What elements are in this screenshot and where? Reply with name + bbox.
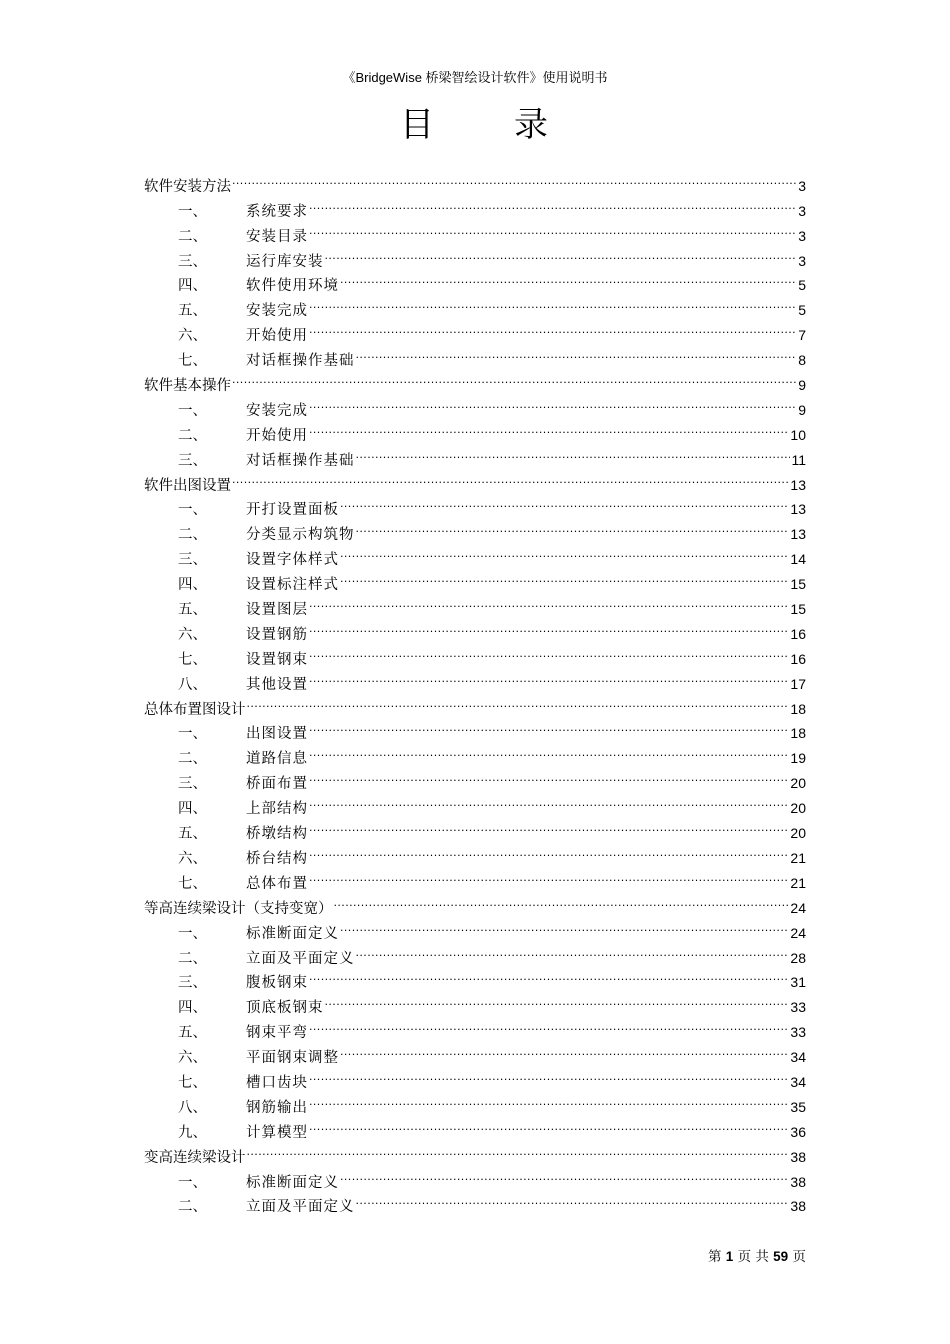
- toc-entry-page-number: 5: [798, 277, 806, 294]
- toc-entry-page-number: 13: [790, 476, 806, 493]
- toc-entry-number: 六、: [178, 850, 207, 867]
- toc-dot-leader: [309, 415, 789, 440]
- toc-entry-label: 设置标注样式: [246, 577, 339, 594]
- toc-entry-page-number: 20: [790, 775, 806, 792]
- toc-entry-label: 设置字体样式: [246, 552, 339, 569]
- toc-dot-leader: [356, 938, 790, 963]
- toc-dot-leader: [309, 1062, 789, 1087]
- toc-entry-page-number: 13: [790, 501, 806, 518]
- toc-entry-label: 平面钢束调整: [246, 1050, 339, 1067]
- toc-entry-page-number: 33: [790, 1024, 806, 1041]
- toc-entry-label: 钢束平弯: [246, 1025, 308, 1042]
- toc-dot-leader: [309, 838, 789, 863]
- footer-current-page: 1: [725, 1249, 734, 1264]
- toc-entry-page-number: 21: [790, 849, 806, 866]
- toc-entry-number: 八、: [178, 676, 207, 693]
- toc-entry-label: 分类显示构筑物: [246, 527, 355, 544]
- toc-entry-number: 九、: [178, 1124, 207, 1141]
- toc-entry-label: 安装完成: [246, 303, 308, 320]
- toc-entry-page-number: 38: [790, 1198, 806, 1215]
- toc-entry-number: 二、: [178, 427, 207, 444]
- toc-entry-number: 七、: [178, 353, 207, 370]
- toc-entry-page-number: 3: [798, 227, 806, 244]
- toc-entry-number: 七、: [178, 875, 207, 892]
- toc-entry-label: 安装完成: [246, 402, 308, 419]
- toc-entry-page-number: 20: [790, 825, 806, 842]
- toc-dot-leader: [309, 813, 789, 838]
- toc-entry-page-number: 34: [790, 1049, 806, 1066]
- toc-entry-number: 五、: [178, 826, 207, 843]
- toc-entry-label: 计算模型: [246, 1124, 308, 1141]
- toc-dot-leader: [309, 738, 789, 763]
- toc-entry-number: 一、: [178, 502, 207, 519]
- toc-entry-page-number: 24: [790, 924, 806, 941]
- toc-entry-page-number: 15: [790, 601, 806, 618]
- toc-entry-page-number: 9: [798, 401, 806, 418]
- toc-dot-leader: [247, 1137, 790, 1162]
- toc-entry-number: 二、: [178, 527, 207, 544]
- toc-dot-leader: [232, 365, 797, 390]
- toc-dot-leader: [356, 1187, 790, 1212]
- toc-entry-number: 二、: [178, 751, 207, 768]
- toc-entry-number: 五、: [178, 303, 207, 320]
- toc-entry-page-number: 7: [798, 327, 806, 344]
- toc-entry-label: 标准断面定义: [246, 1174, 339, 1191]
- toc-chapter-entry[interactable]: [144, 465, 806, 494]
- toc-dot-leader: [309, 1112, 789, 1137]
- toc-entry-label: 设置钢束: [246, 651, 308, 668]
- toc-entry-page-number: 3: [798, 177, 806, 194]
- toc-entry-page-number: 14: [790, 551, 806, 568]
- toc-entry-label: 桥台结构: [246, 850, 308, 867]
- toc-section-entry[interactable]: [144, 390, 806, 419]
- toc-title: [0, 102, 950, 148]
- toc-entry-number: 五、: [178, 602, 207, 619]
- toc-entry-page-number: 5: [798, 302, 806, 319]
- toc-dot-leader: [309, 963, 789, 988]
- toc-entry-number: 一、: [178, 925, 207, 942]
- toc-dot-leader: [232, 465, 789, 490]
- toc-entry-page-number: 20: [790, 800, 806, 817]
- toc-entry-page-number: 16: [790, 625, 806, 642]
- toc-dot-leader: [309, 1012, 789, 1037]
- toc-entry-number: 四、: [178, 577, 207, 594]
- toc-entry-page-number: 11: [791, 451, 806, 468]
- toc-entry-label: 总体布置图设计: [144, 701, 246, 718]
- footer-total-pages: 59: [773, 1249, 789, 1264]
- toc-entry-label: 软件安装方法: [144, 178, 231, 195]
- table-of-contents: [144, 166, 806, 1216]
- toc-entry-number: 一、: [178, 203, 207, 220]
- toc-entry-label: 钢筋输出: [246, 1099, 308, 1116]
- toc-entry-number: 五、: [178, 1025, 207, 1042]
- toc-entry-number: 三、: [178, 452, 207, 469]
- footer-prefix: 第: [707, 1249, 722, 1265]
- toc-entry-label: 软件使用环境: [246, 278, 339, 295]
- toc-entry-page-number: 3: [798, 202, 806, 219]
- toc-dot-leader: [309, 664, 789, 689]
- toc-entry-label: 上部结构: [246, 801, 308, 818]
- toc-entry-number: 二、: [178, 228, 207, 245]
- toc-entry-page-number: 33: [790, 999, 806, 1016]
- toc-entry-number: 七、: [178, 1074, 207, 1091]
- toc-entry-page-number: 10: [790, 426, 806, 443]
- toc-dot-leader: [340, 266, 797, 291]
- footer-middle: 页 共: [737, 1249, 769, 1265]
- toc-entry-number: 三、: [178, 975, 207, 992]
- toc-entry-label: 桥面布置: [246, 776, 308, 793]
- page-footer: [708, 1247, 806, 1267]
- toc-dot-leader: [334, 888, 790, 913]
- toc-entry-page-number: 19: [790, 750, 806, 767]
- toc-entry-page-number: 21: [790, 874, 806, 891]
- toc-entry-label: 开打设置面板: [246, 502, 339, 519]
- toc-entry-number: 八、: [178, 1099, 207, 1116]
- toc-dot-leader: [340, 1162, 789, 1187]
- toc-entry-number: 三、: [178, 776, 207, 793]
- toc-entry-page-number: 17: [790, 675, 806, 692]
- toc-entry-page-number: 36: [790, 1123, 806, 1140]
- toc-dot-leader: [340, 564, 789, 589]
- toc-entry-label: 出图设置: [246, 726, 308, 743]
- toc-entry-label: 软件基本操作: [144, 378, 231, 395]
- toc-dot-leader: [340, 539, 789, 564]
- toc-entry-label: 总体布置: [246, 875, 308, 892]
- toc-entry-number: 一、: [178, 726, 207, 743]
- toc-entry-page-number: 28: [790, 949, 806, 966]
- toc-section-entry[interactable]: [144, 191, 806, 220]
- toc-entry-number: 四、: [178, 801, 207, 818]
- toc-dot-leader: [309, 614, 789, 639]
- toc-entry-page-number: 31: [790, 974, 806, 991]
- toc-dot-leader: [309, 1087, 789, 1112]
- toc-entry-label: 标准断面定义: [246, 925, 339, 942]
- toc-entry-number: 六、: [178, 328, 207, 345]
- toc-entry-label: 立面及平面定义: [246, 950, 355, 967]
- toc-dot-leader: [340, 1037, 789, 1062]
- toc-entry-label: 等高连续梁设计（支持变宽）: [144, 900, 333, 917]
- toc-dot-leader: [340, 490, 789, 515]
- toc-dot-leader: [325, 241, 798, 266]
- toc-dot-leader: [309, 191, 797, 216]
- footer-suffix: 页: [792, 1249, 806, 1265]
- toc-entry-page-number: 34: [790, 1073, 806, 1090]
- toc-entry-number: 四、: [178, 1000, 207, 1017]
- running-header: 《BridgeWise 桥梁智绘设计软件》使用说明书: [342, 70, 608, 85]
- toc-entry-label: 系统要求: [246, 203, 308, 220]
- toc-entry-page-number: 16: [790, 650, 806, 667]
- toc-dot-leader: [309, 390, 797, 415]
- toc-entry-number: 二、: [178, 950, 207, 967]
- toc-entry-number: 三、: [178, 253, 207, 270]
- toc-entry-page-number: 18: [790, 700, 806, 717]
- toc-entry-label: 对话框操作基础: [246, 452, 355, 469]
- toc-entry-label: 顶底板钢束: [246, 1000, 324, 1017]
- toc-entry-label: 槽口齿块: [246, 1074, 308, 1091]
- toc-dot-leader: [247, 689, 790, 714]
- toc-entry-page-number: 15: [790, 576, 806, 593]
- toc-dot-leader: [356, 340, 798, 365]
- toc-dot-leader: [356, 514, 790, 539]
- toc-dot-leader: [309, 216, 797, 241]
- toc-dot-leader: [309, 315, 797, 340]
- toc-entry-number: 二、: [178, 1199, 207, 1216]
- toc-chapter-entry[interactable]: [144, 365, 806, 395]
- toc-entry-number: 六、: [178, 626, 207, 643]
- toc-dot-leader: [309, 863, 789, 888]
- toc-entry-label: 设置钢筋: [246, 626, 308, 643]
- toc-entry-label: 对话框操作基础: [246, 353, 355, 370]
- toc-dot-leader: [325, 987, 790, 1012]
- toc-entry-page-number: 38: [790, 1173, 806, 1190]
- toc-entry-label: 桥墩结构: [246, 826, 308, 843]
- toc-entry-number: 一、: [178, 1174, 207, 1191]
- toc-entry-label: 立面及平面定义: [246, 1199, 355, 1216]
- toc-chapter-entry[interactable]: [144, 166, 806, 195]
- toc-entry-label: 变高连续梁设计: [144, 1149, 246, 1166]
- toc-title-char-1: 目: [400, 105, 436, 145]
- toc-dot-leader: [309, 589, 789, 614]
- toc-dot-leader: [309, 788, 789, 813]
- toc-entry-label: 运行库安装: [246, 253, 324, 270]
- toc-dot-leader: [340, 913, 789, 938]
- toc-entry-page-number: 38: [790, 1148, 806, 1165]
- toc-dot-leader: [309, 763, 789, 788]
- toc-entry-label: 腹板钢束: [246, 975, 308, 992]
- toc-entry-number: 七、: [178, 651, 207, 668]
- toc-section-entry[interactable]: [144, 490, 806, 519]
- toc-entry-label: 设置图层: [246, 602, 308, 619]
- toc-dot-leader: [309, 639, 789, 664]
- toc-entry-page-number: 35: [790, 1098, 806, 1115]
- toc-entry-number: 六、: [178, 1050, 207, 1067]
- toc-dot-leader: [309, 714, 789, 739]
- toc-entry-number: 四、: [178, 278, 207, 295]
- toc-entry-label: 其他设置: [246, 676, 308, 693]
- toc-entry-label: 安装目录: [246, 228, 308, 245]
- toc-entry-page-number: 8: [798, 352, 806, 369]
- toc-entry-number: 三、: [178, 552, 207, 569]
- toc-dot-leader: [309, 290, 797, 315]
- toc-dot-leader: [356, 440, 791, 465]
- toc-dot-leader: [232, 166, 797, 191]
- toc-entry-page-number: 9: [798, 377, 806, 394]
- toc-entry-page-number: 3: [798, 252, 806, 269]
- toc-entry-label: 道路信息: [246, 751, 308, 768]
- toc-entry-label: 开始使用: [246, 328, 308, 345]
- toc-title-char-2: 录: [514, 105, 550, 145]
- toc-entry-page-number: 18: [790, 725, 806, 742]
- toc-entry-label: 软件出图设置: [144, 477, 231, 494]
- toc-entry-page-number: 13: [790, 526, 806, 543]
- toc-entry-number: 一、: [178, 402, 207, 419]
- toc-entry-label: 开始使用: [246, 427, 308, 444]
- toc-entry-page-number: 24: [790, 899, 806, 916]
